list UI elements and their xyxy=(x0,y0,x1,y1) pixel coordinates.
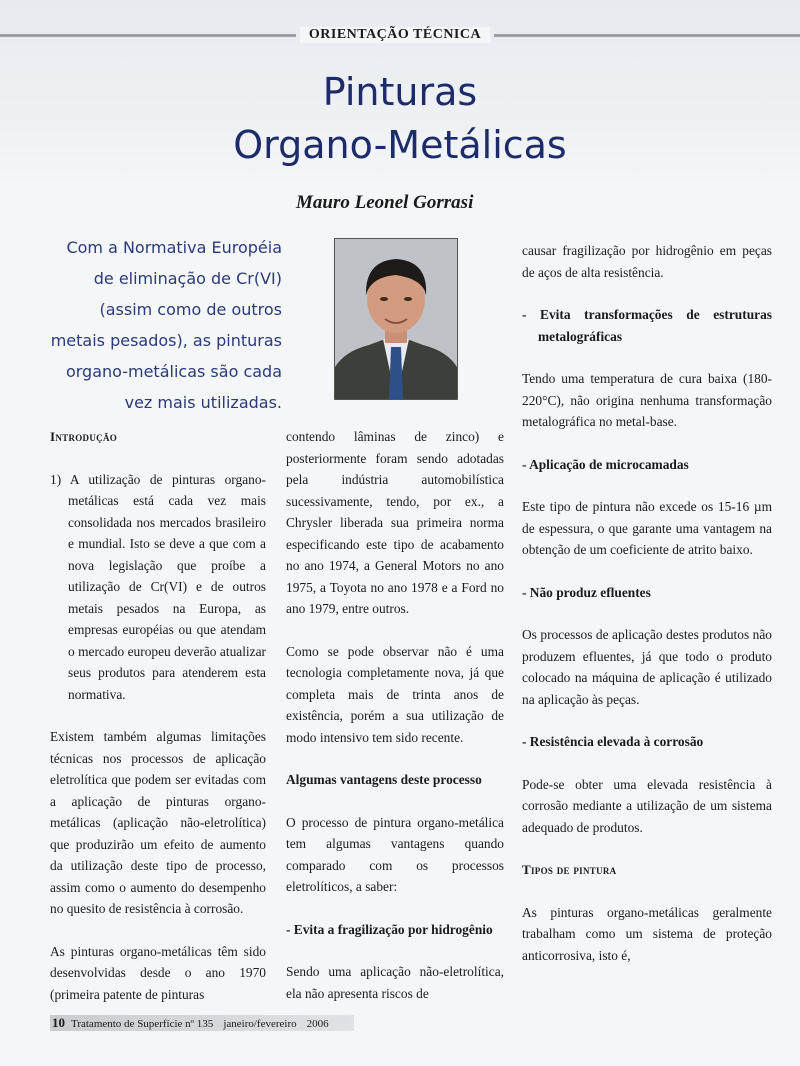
paragraph: Os processos de aplicação destes produtos não produzem efluentes, já que todo o produto colocado na máquina de aplicação é utilizado na aplicação às peças. xyxy=(522,627,772,707)
issue-month: janeiro/fevereiro xyxy=(223,1018,297,1030)
advantage-heading: - Não produz efluentes xyxy=(522,584,651,600)
header-rule-right xyxy=(494,34,800,37)
lead-line: (assim como de outros xyxy=(99,300,282,319)
lead-line: de eliminação de Cr(VI) xyxy=(93,269,282,288)
page-number: 10 xyxy=(52,1015,65,1030)
paragraph: Este tipo de pintura não excede os 15-16 µm de espessura, o que garante uma vantagem na obtenção de um coeficiente de atrito baixo. xyxy=(522,499,772,557)
paragraph: Sendo uma aplicação não-eletrolítica, ela não apresenta riscos de xyxy=(286,964,504,1001)
paragraph: causar fragilização por hidrogênio em peças de aços de alta resistência. xyxy=(522,243,772,280)
paragraph: As pinturas organo-metálicas têm sido desenvolvidas desde o ano 1970 (primeira patente de pinturas xyxy=(50,943,266,1002)
author-portrait-icon xyxy=(335,239,457,399)
subheading-vantagens: Algumas vantagens deste processo xyxy=(286,772,482,787)
header-rule-left xyxy=(0,34,296,37)
lead-paragraph xyxy=(30,232,282,418)
magazine-name: Tratamento de Superfície nº 135 xyxy=(71,1018,214,1030)
paragraph: O processo de pintura organo-metálica tem algumas vantagens quando comparado com os processos eletrolíticos, a saber: xyxy=(286,814,504,894)
author-photo xyxy=(334,238,458,400)
lead-line: vez mais utilizadas. xyxy=(124,393,282,412)
column-1 xyxy=(50,426,266,1005)
section-heading-introducao: Introdução xyxy=(50,429,118,444)
advantage-heading: - Resistência elevada à corrosão xyxy=(522,734,704,749)
paragraph: 1) A utilização de pinturas organo-metálicas está cada vez mais consolidada nos mercados brasileiro e mundial. Isto se deve a que com a nova legislação que proíbe a utilização de Cr(VI) e de outros metais pesados na Europa, as empresas européias ou que atendam o mercado europeu deverão atualizar seus produtos para atenderem esta normativa. xyxy=(50,471,266,702)
paragraph: Existem também algumas limitações técnicas nos processos de aplicação eletrolítica que podem ser evitadas com a aplicação de pinturas organo-metálicas (aplicação não-eletrolítica) que produzirão um efeito de aumento da utilização deste tipo de processo, assim como o aumento do desempenho no quesito de resistência à corrosão. xyxy=(50,729,266,916)
lead-line: Com a Normativa Européia xyxy=(66,238,282,257)
column-3 xyxy=(522,240,772,966)
column-2 xyxy=(286,426,504,1004)
article-title-line2: Organo-Metálicas xyxy=(233,123,567,167)
advantage-heading: - Aplicação de microcamadas xyxy=(522,456,689,472)
article-author: Mauro Leonel Gorrasi xyxy=(296,192,474,213)
section-heading-tipos: Tipos de pintura xyxy=(522,862,617,877)
article-title-line1: Pinturas xyxy=(322,70,478,114)
paragraph: contendo lâminas de zinco) e posteriormente foram sendo adotadas pela indústria automobilística sucessivamente, tendo, por ex., a Chrysler liberada sua primeira norma especificando este tipo de acabamento no ano 1974, a General Motors no ano 1975, a Toyota no ano 1978 e a Ford no ano 1979, entre outros. xyxy=(286,429,504,616)
section-label: ORIENTAÇÃO TÉCNICA xyxy=(300,27,490,43)
paragraph: Como se pode observar não é uma tecnologia completamente nova, já que completa mais de trinta anos de existência, porém a sua utilização de modo intensivo tem sido recente. xyxy=(286,643,504,745)
page-footer xyxy=(50,1015,354,1031)
advantage-heading: - Evita a fragilização por hidrogênio xyxy=(286,921,493,937)
paragraph: As pinturas organo-metálicas geralmente trabalham como um sistema de proteção anticorrosiva, isto é, xyxy=(522,904,772,963)
lead-line: organo-metálicas são cada xyxy=(65,362,282,381)
issue-year: 2006 xyxy=(306,1018,329,1030)
paragraph: Tendo uma temperatura de cura baixa (180-220°C), não origina nenhuma transformação metalográfica no metal-base. xyxy=(522,371,772,429)
paragraph: Pode-se obter uma elevada resistência à corrosão mediante a utilização de um sistema adequado de produtos. xyxy=(522,776,772,835)
lead-line: metais pesados), as pinturas xyxy=(50,331,282,350)
advantage-heading: - Evita transformações de estruturas metalográficas xyxy=(522,307,772,344)
